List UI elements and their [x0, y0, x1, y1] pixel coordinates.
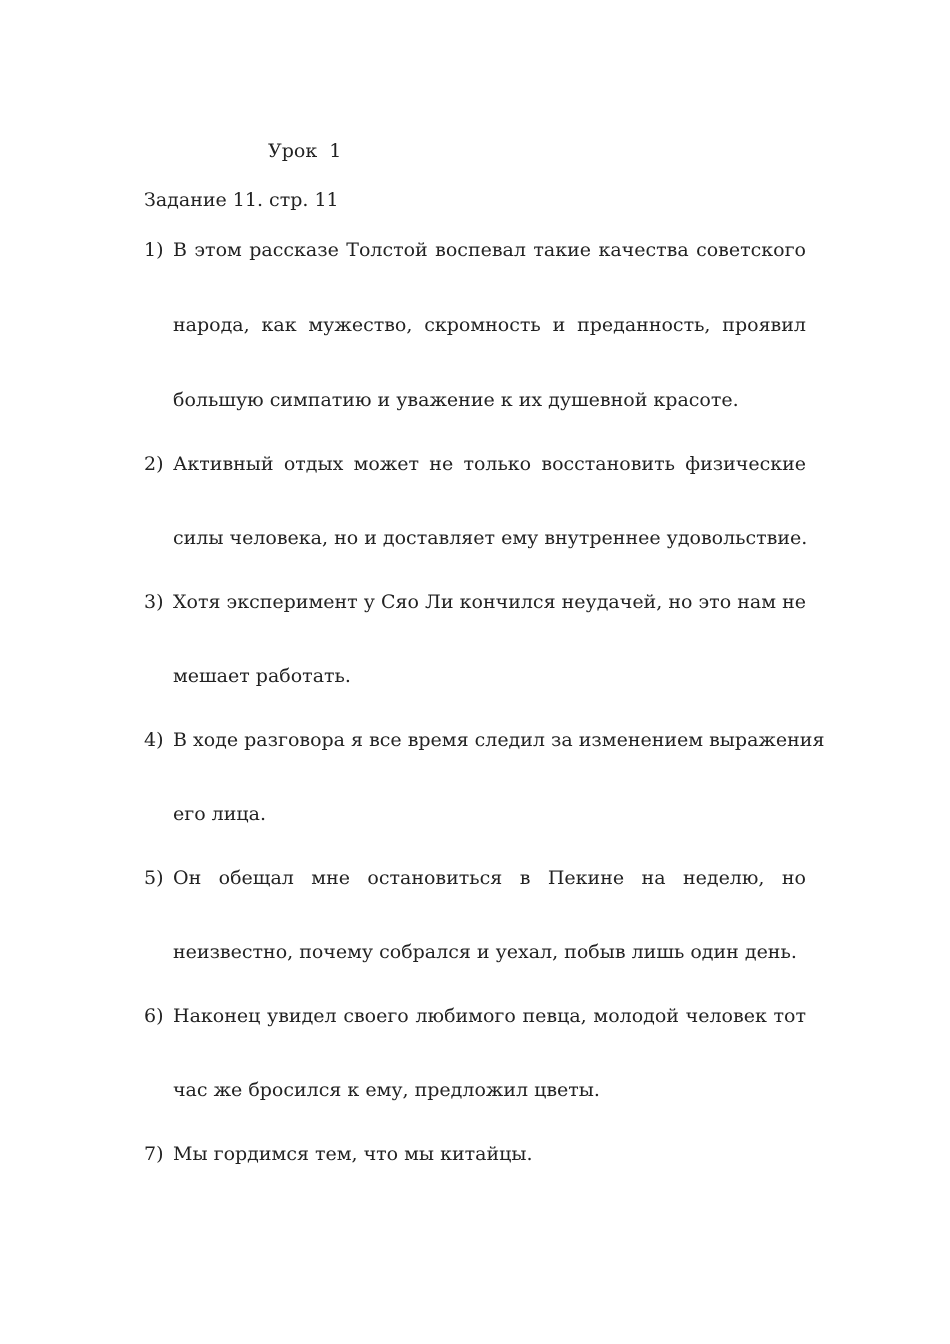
item-line: Активный отдых может не только восстановить физические: [173, 453, 806, 475]
item-line: В этом рассказе Толстой воспевал такие качества советского: [173, 239, 806, 261]
item-number: 3): [144, 591, 164, 613]
item-line: Наконец увидел своего любимого певца, молодой человек тот: [173, 1005, 806, 1027]
item-line: Он обещал мне остановиться в Пекине на неделю, но: [173, 867, 806, 889]
item-number: 5): [144, 867, 164, 889]
item-line: час же бросился к ему, предложил цветы.: [173, 1079, 600, 1101]
item-number: 7): [144, 1143, 164, 1165]
item-line: Мы гордимся тем, что мы китайцы.: [173, 1143, 533, 1165]
item-number: 2): [144, 453, 164, 475]
item-line: мешает работать.: [173, 665, 351, 687]
item-line: его лица.: [173, 803, 266, 825]
item-number: 4): [144, 729, 164, 751]
item-line: народа, как мужество, скромность и преданность, проявил: [173, 314, 806, 336]
task-header: Задание 11. стр. 11: [144, 189, 339, 211]
lesson-title: Урок 1: [268, 140, 342, 162]
item-number: 6): [144, 1005, 164, 1027]
item-line: Хотя эксперимент у Сяо Ли кончился неудачей, но это нам не: [173, 591, 806, 613]
item-line: силы человека, но и доставляет ему внутреннее удовольствие.: [173, 527, 808, 549]
item-line: неизвестно, почему собрался и уехал, побыв лишь один день.: [173, 941, 797, 963]
item-number: 1): [144, 239, 164, 261]
item-line: большую симпатию и уважение к их душевной красоте.: [173, 389, 739, 411]
item-line: В ходе разговора я все время следил за изменением выражения: [173, 729, 825, 751]
